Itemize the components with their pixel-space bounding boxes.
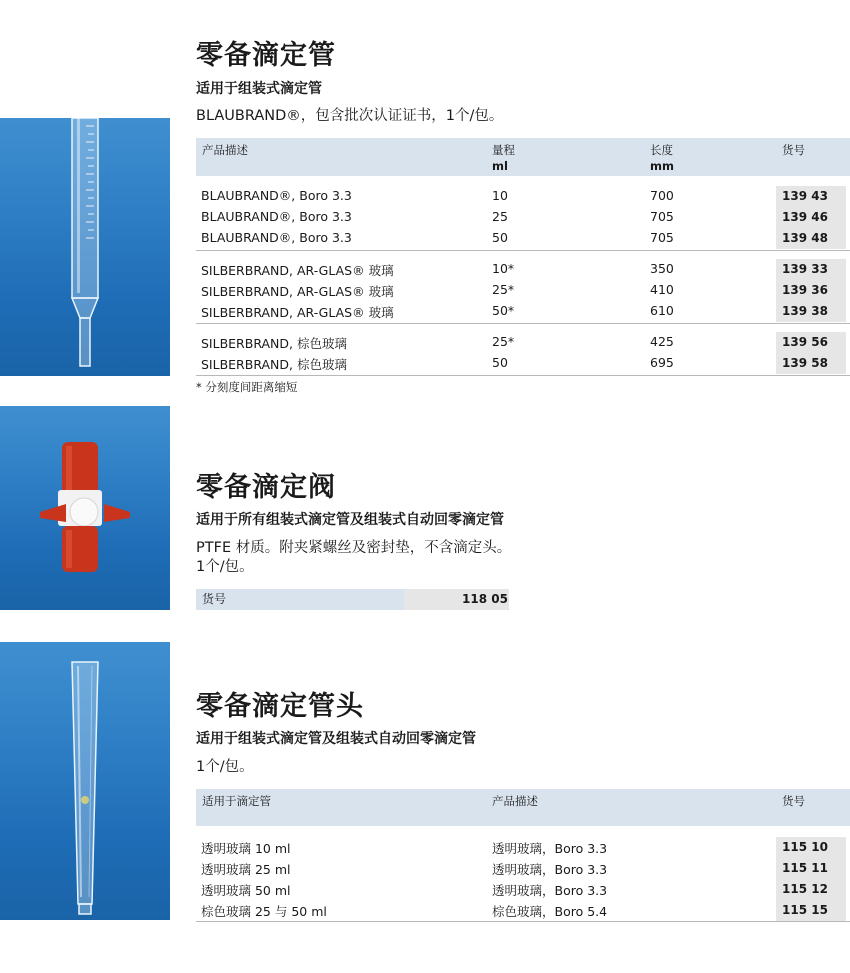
section-title-stopcock: 零备滴定阀 <box>196 472 336 503</box>
table-row <box>196 837 850 858</box>
catalog-number-label: 货号 <box>196 589 404 610</box>
table-row <box>196 879 850 900</box>
table-bottom-rule <box>196 921 850 922</box>
range-cell: 50* <box>492 303 515 318</box>
fits-burette-cell: 透明玻璃 50 ml <box>201 883 291 898</box>
header-catalog-number: 货号 <box>782 794 805 808</box>
section-title-burette-tube: 零备滴定管 <box>196 40 336 71</box>
header-range <box>492 142 515 174</box>
section-title-burette-tip: 零备滴定管头 <box>196 691 364 722</box>
table-row <box>196 858 850 879</box>
row-group-divider <box>196 323 850 324</box>
product-description-cell: BLAUBRAND®, Boro 3.3 <box>201 230 352 245</box>
catalog-number-cell: 115 10 <box>776 837 846 858</box>
catalog-number-cell: 115 15 <box>776 900 846 921</box>
catalog-number-cell: 139 46 <box>776 207 846 228</box>
table-bottom-rule <box>196 375 850 376</box>
table-row <box>196 186 850 207</box>
header-length-label: 长度 <box>650 143 673 157</box>
product-description-cell: 透明玻璃，Boro 3.3 <box>492 883 608 898</box>
section-description-stopcock-pack: 1个/包。 <box>196 559 254 575</box>
table-row <box>196 332 850 353</box>
catalog-number-cell: 139 43 <box>776 186 846 207</box>
burette-tip-photo <box>0 642 170 920</box>
product-description-cell: SILBERBRAND, 棕色玻璃 <box>201 357 347 372</box>
section-description-burette-tube: BLAUBRAND®，包含批次认证证书，1个/包。 <box>196 108 504 124</box>
product-description-cell: SILBERBRAND, AR-GLAS® 玻璃 <box>201 305 394 320</box>
length-cell: 410 <box>650 282 674 297</box>
stopcock-photo <box>0 406 170 610</box>
header-product-description: 产品描述 <box>492 794 538 808</box>
header-product-description: 产品描述 <box>202 143 248 157</box>
header-range-label: 量程 <box>492 143 515 157</box>
length-cell: 705 <box>650 230 674 245</box>
length-cell: 350 <box>650 261 674 276</box>
section-description-burette-tip: 1个/包。 <box>196 759 254 775</box>
range-cell: 25* <box>492 334 515 349</box>
product-description-cell: 透明玻璃，Boro 3.3 <box>492 862 608 877</box>
length-cell: 695 <box>650 355 674 370</box>
catalog-number-cell: 115 11 <box>776 858 846 879</box>
table-row <box>196 228 850 249</box>
catalog-number-value: 118 05 <box>404 589 509 610</box>
range-cell: 25 <box>492 209 508 224</box>
product-description-cell: SILBERBRAND, AR-GLAS® 玻璃 <box>201 284 394 299</box>
catalog-number-cell: 139 36 <box>776 280 846 301</box>
header-fits-burette: 适用于滴定管 <box>202 794 271 808</box>
product-description-cell: BLAUBRAND®, Boro 3.3 <box>201 209 352 224</box>
product-description-cell: SILBERBRAND, AR-GLAS® 玻璃 <box>201 263 394 278</box>
table-row <box>196 280 850 301</box>
catalog-number-cell: 115 12 <box>776 879 846 900</box>
range-cell: 50 <box>492 230 508 245</box>
table-header-burette-tube <box>196 138 850 176</box>
catalog-number-cell: 139 48 <box>776 228 846 249</box>
table-row <box>196 207 850 228</box>
product-description-cell: 棕色玻璃，Boro 5.4 <box>492 904 608 919</box>
section-description-stopcock: PTFE 材质。附夹紧螺丝及密封垫，不含滴定头。 <box>196 540 512 556</box>
header-length-unit: mm <box>650 159 674 173</box>
section-subtitle-burette-tip: 适用于组装式滴定管及组装式自动回零滴定管 <box>196 731 476 747</box>
fits-burette-cell: 透明玻璃 25 ml <box>201 862 291 877</box>
length-cell: 705 <box>650 209 674 224</box>
row-group-divider <box>196 250 850 251</box>
stopcock-illustration <box>0 406 170 610</box>
catalog-number-cell: 139 58 <box>776 353 846 374</box>
footnote: * 分刻度间距离缩短 <box>196 380 298 394</box>
table-row <box>196 900 850 921</box>
length-cell: 425 <box>650 334 674 349</box>
burette-tube-illustration <box>0 118 170 376</box>
range-cell: 10 <box>492 188 508 203</box>
range-cell: 50 <box>492 355 508 370</box>
section-subtitle-burette-tube: 适用于组装式滴定管 <box>196 81 322 97</box>
catalog-number-cell: 139 33 <box>776 259 846 280</box>
section-subtitle-stopcock: 适用于所有组装式滴定管及组装式自动回零滴定管 <box>196 512 504 528</box>
burette-tube-photo <box>0 118 170 376</box>
table-row <box>196 301 850 322</box>
catalog-number-cell: 139 56 <box>776 332 846 353</box>
table-row <box>196 353 850 374</box>
product-description-cell: 透明玻璃，Boro 3.3 <box>492 841 608 856</box>
burette-tip-illustration <box>0 642 170 920</box>
fits-burette-cell: 棕色玻璃 25 与 50 ml <box>201 904 327 919</box>
header-range-unit: ml <box>492 159 508 173</box>
product-description-cell: SILBERBRAND, 棕色玻璃 <box>201 336 347 351</box>
table-header-burette-tip <box>196 789 850 826</box>
table-row <box>196 259 850 280</box>
range-cell: 10* <box>492 261 515 276</box>
length-cell: 610 <box>650 303 674 318</box>
header-length <box>650 142 674 174</box>
product-description-cell: BLAUBRAND®, Boro 3.3 <box>201 188 352 203</box>
range-cell: 25* <box>492 282 515 297</box>
stopcock-catalog-bar <box>196 589 509 610</box>
length-cell: 700 <box>650 188 674 203</box>
catalog-number-cell: 139 38 <box>776 301 846 322</box>
header-catalog-number: 货号 <box>782 143 805 157</box>
fits-burette-cell: 透明玻璃 10 ml <box>201 841 291 856</box>
